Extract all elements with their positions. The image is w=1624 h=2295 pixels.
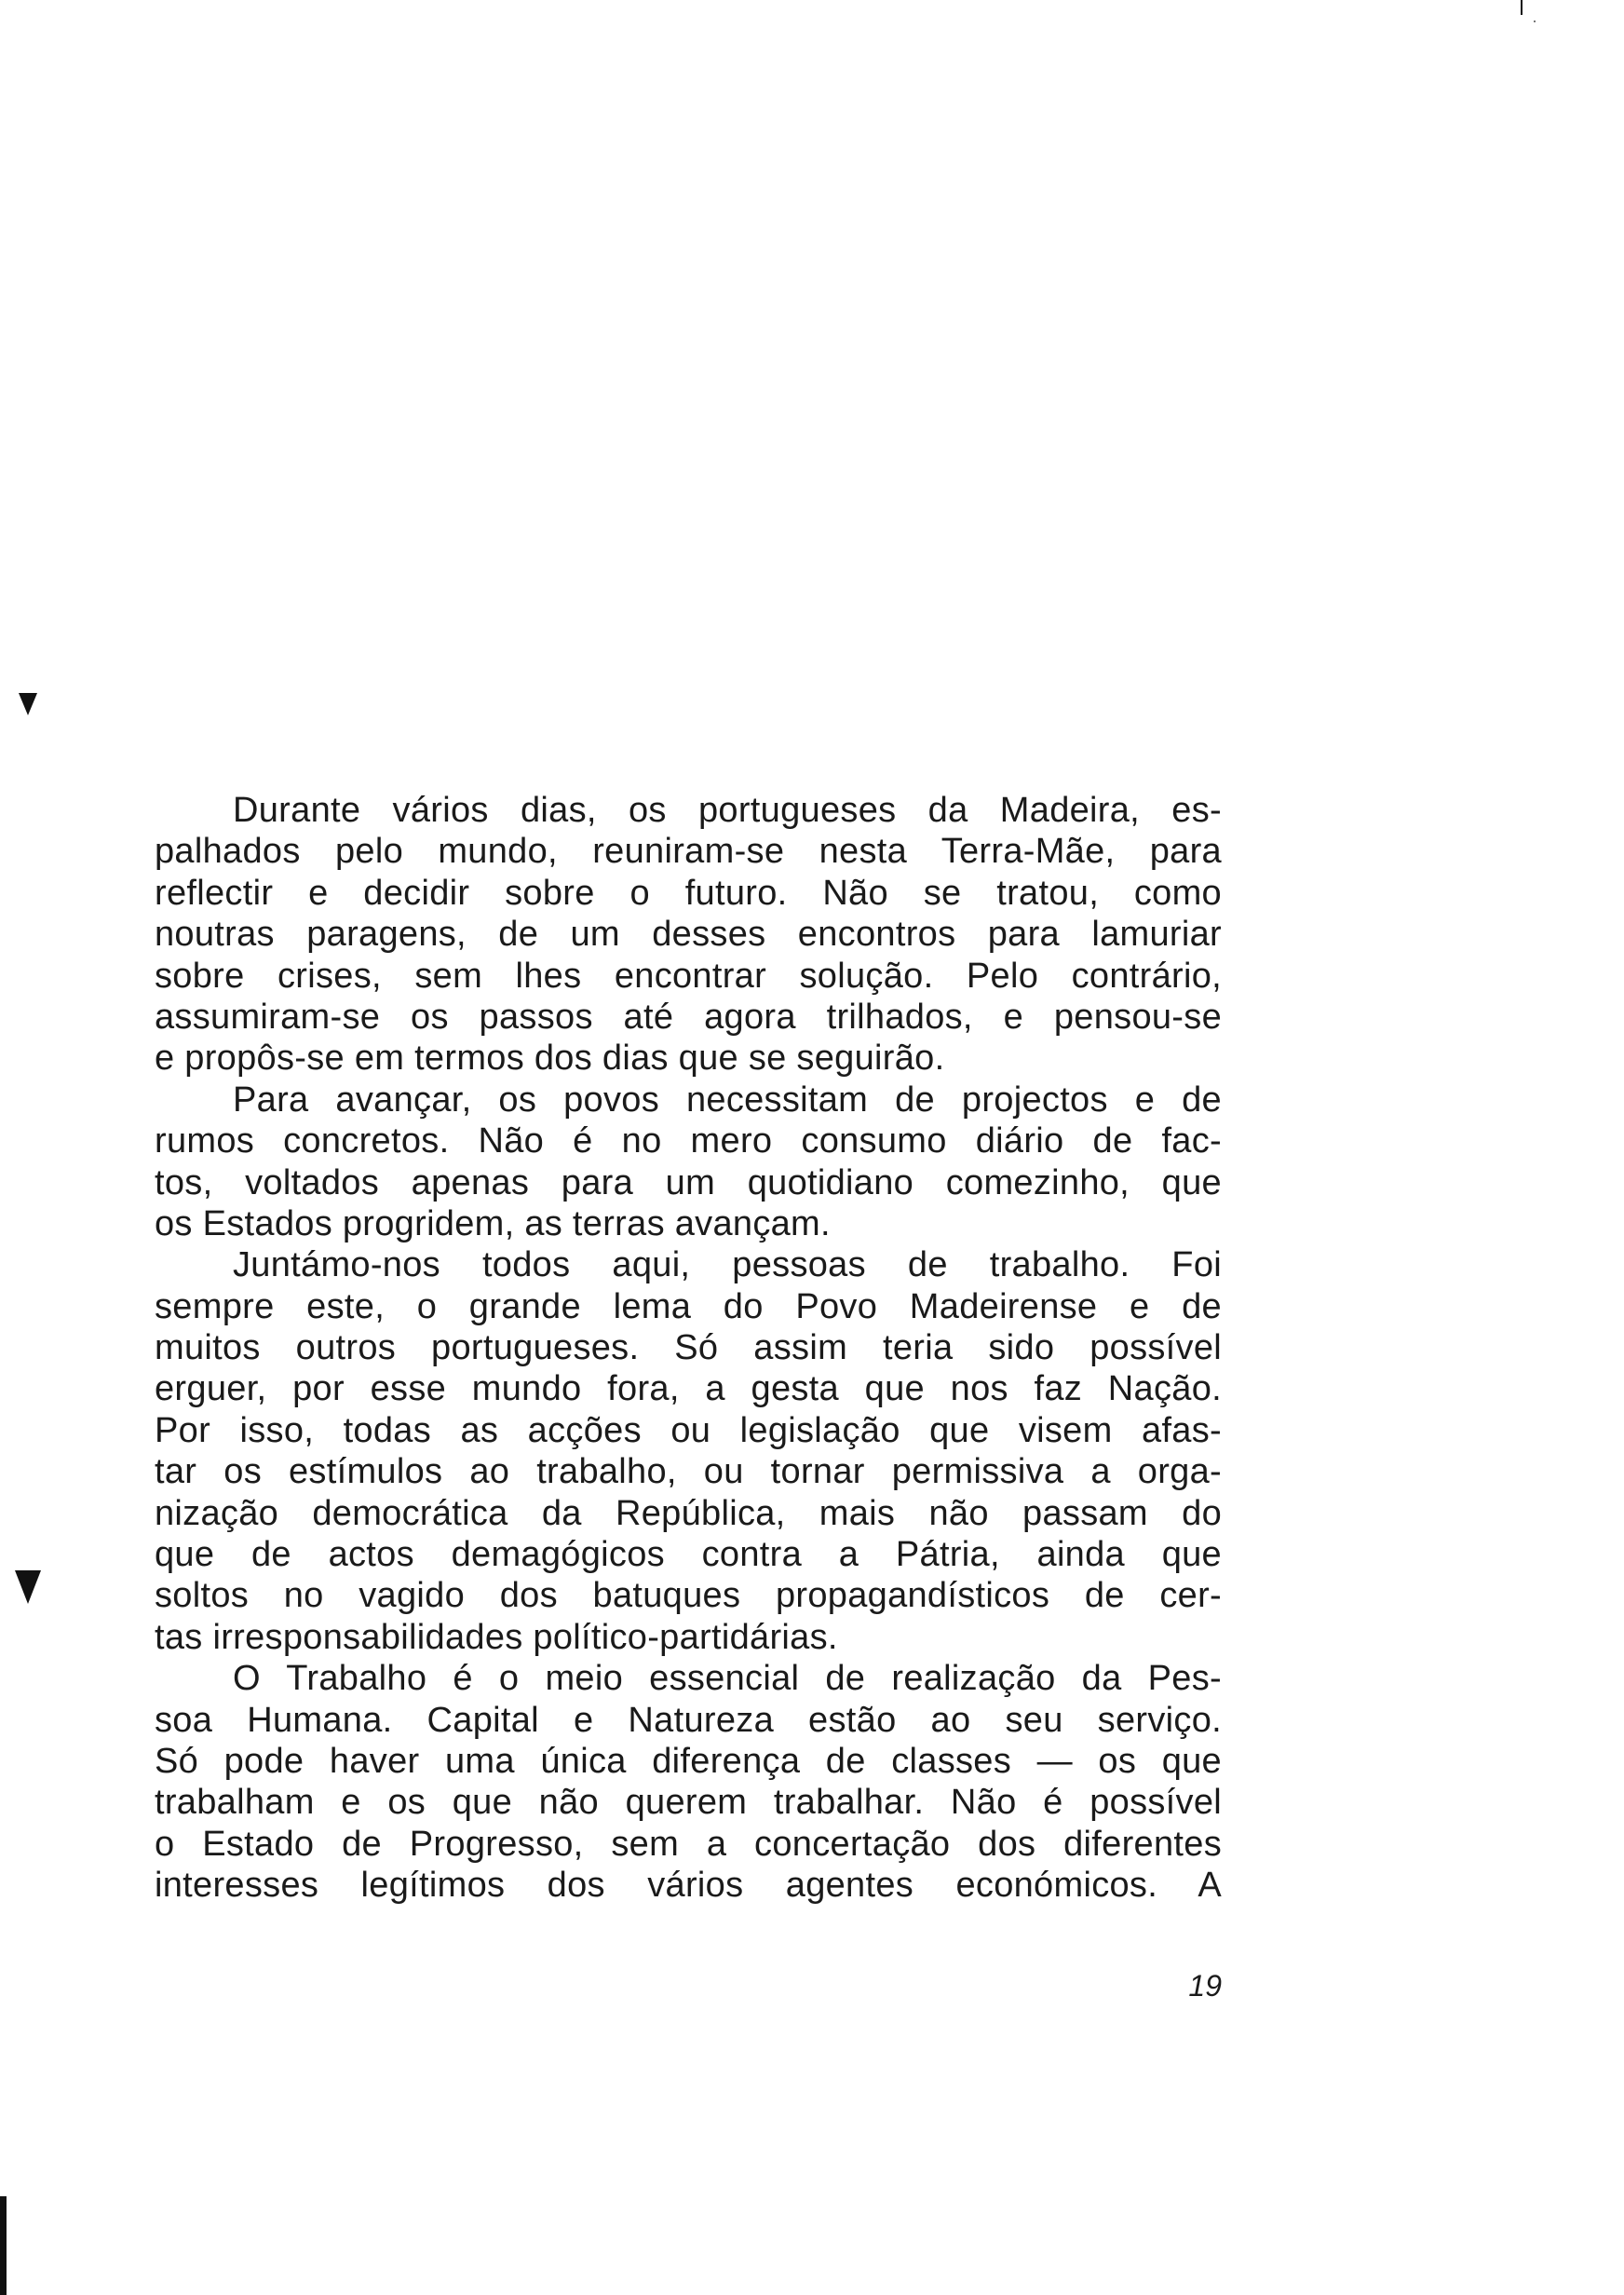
text-line: reflectir e decidir sobre o futuro. Não se tratou, como [155,873,1222,913]
body-text [155,790,1222,1907]
text-line: Durante vários dias, os portugueses da Madeira, es- [233,791,1222,830]
text-line: o Estado de Progresso, sem a concertação dos diferentes [155,1824,1222,1864]
binding-mark-upper [19,693,37,715]
text-line: palhados pelo mundo, reuniram-se nesta Terra-Mãe, para [155,832,1222,872]
text-line: interesses legítimos dos vários agentes económicos. A [155,1866,1222,1906]
text-line: tar os estímulos ao trabalho, ou tornar permissiva a orga- [155,1452,1222,1492]
text-line: soltos no vagido dos batuques propagandísticos de cer- [155,1576,1222,1616]
text-line: soa Humana. Capital e Natureza estão ao seu serviço. [155,1700,1222,1740]
binding-mark-lower [15,1570,41,1604]
text-line: Juntámo-nos todos aqui, pessoas de trabalho. Foi [233,1245,1222,1285]
text-line: muitos outros portugueses. Só assim teria sido possível [155,1328,1222,1368]
scan-artifact-dot [1534,20,1536,22]
text-line: Só pode haver uma única diferença de classes — os que [155,1741,1222,1781]
text-line: e propôs-se em termos dos dias que se seguirão. [155,1039,945,1079]
text-line: trabalham e os que não querem trabalhar. Não é possível [155,1783,1222,1823]
text-line: sempre este, o grande lema do Povo Madeirense e de [155,1286,1222,1326]
page-number: 19 [1188,1969,1222,2003]
text-line: assumiram-se os passos até agora trilhados, e pensou-se [155,997,1222,1037]
text-line: sobre crises, sem lhes encontrar solução. Pelo contrário, [155,956,1222,996]
text-line: Por isso, todas as acções ou legislação que visem afas- [155,1410,1222,1450]
text-line: os Estados progridem, as terras avançam. [155,1203,831,1243]
text-line: nização democrática da República, mais não passam do [155,1493,1222,1533]
text-line: erguer, por esse mundo fora, a gesta que nos faz Nação. [155,1369,1222,1409]
text-line: Para avançar, os povos necessitam de projectos e de [233,1080,1222,1120]
text-line: noutras paragens, de um desses encontros para lamuriar [155,915,1222,955]
text-line: rumos concretos. Não é no mero consumo diário de fac- [155,1121,1222,1161]
text-line: tos, voltados apenas para um quotidiano comezinho, que [155,1162,1222,1202]
scan-artifact-top [1521,0,1522,15]
text-line: tas irresponsabilidades político-partidárias. [155,1617,838,1657]
page-edge-shadow [0,2196,7,2295]
text-line: que de actos demagógicos contra a Pátria, ainda que [155,1535,1222,1575]
text-line: O Trabalho é o meio essencial de realização da Pes- [233,1659,1222,1699]
